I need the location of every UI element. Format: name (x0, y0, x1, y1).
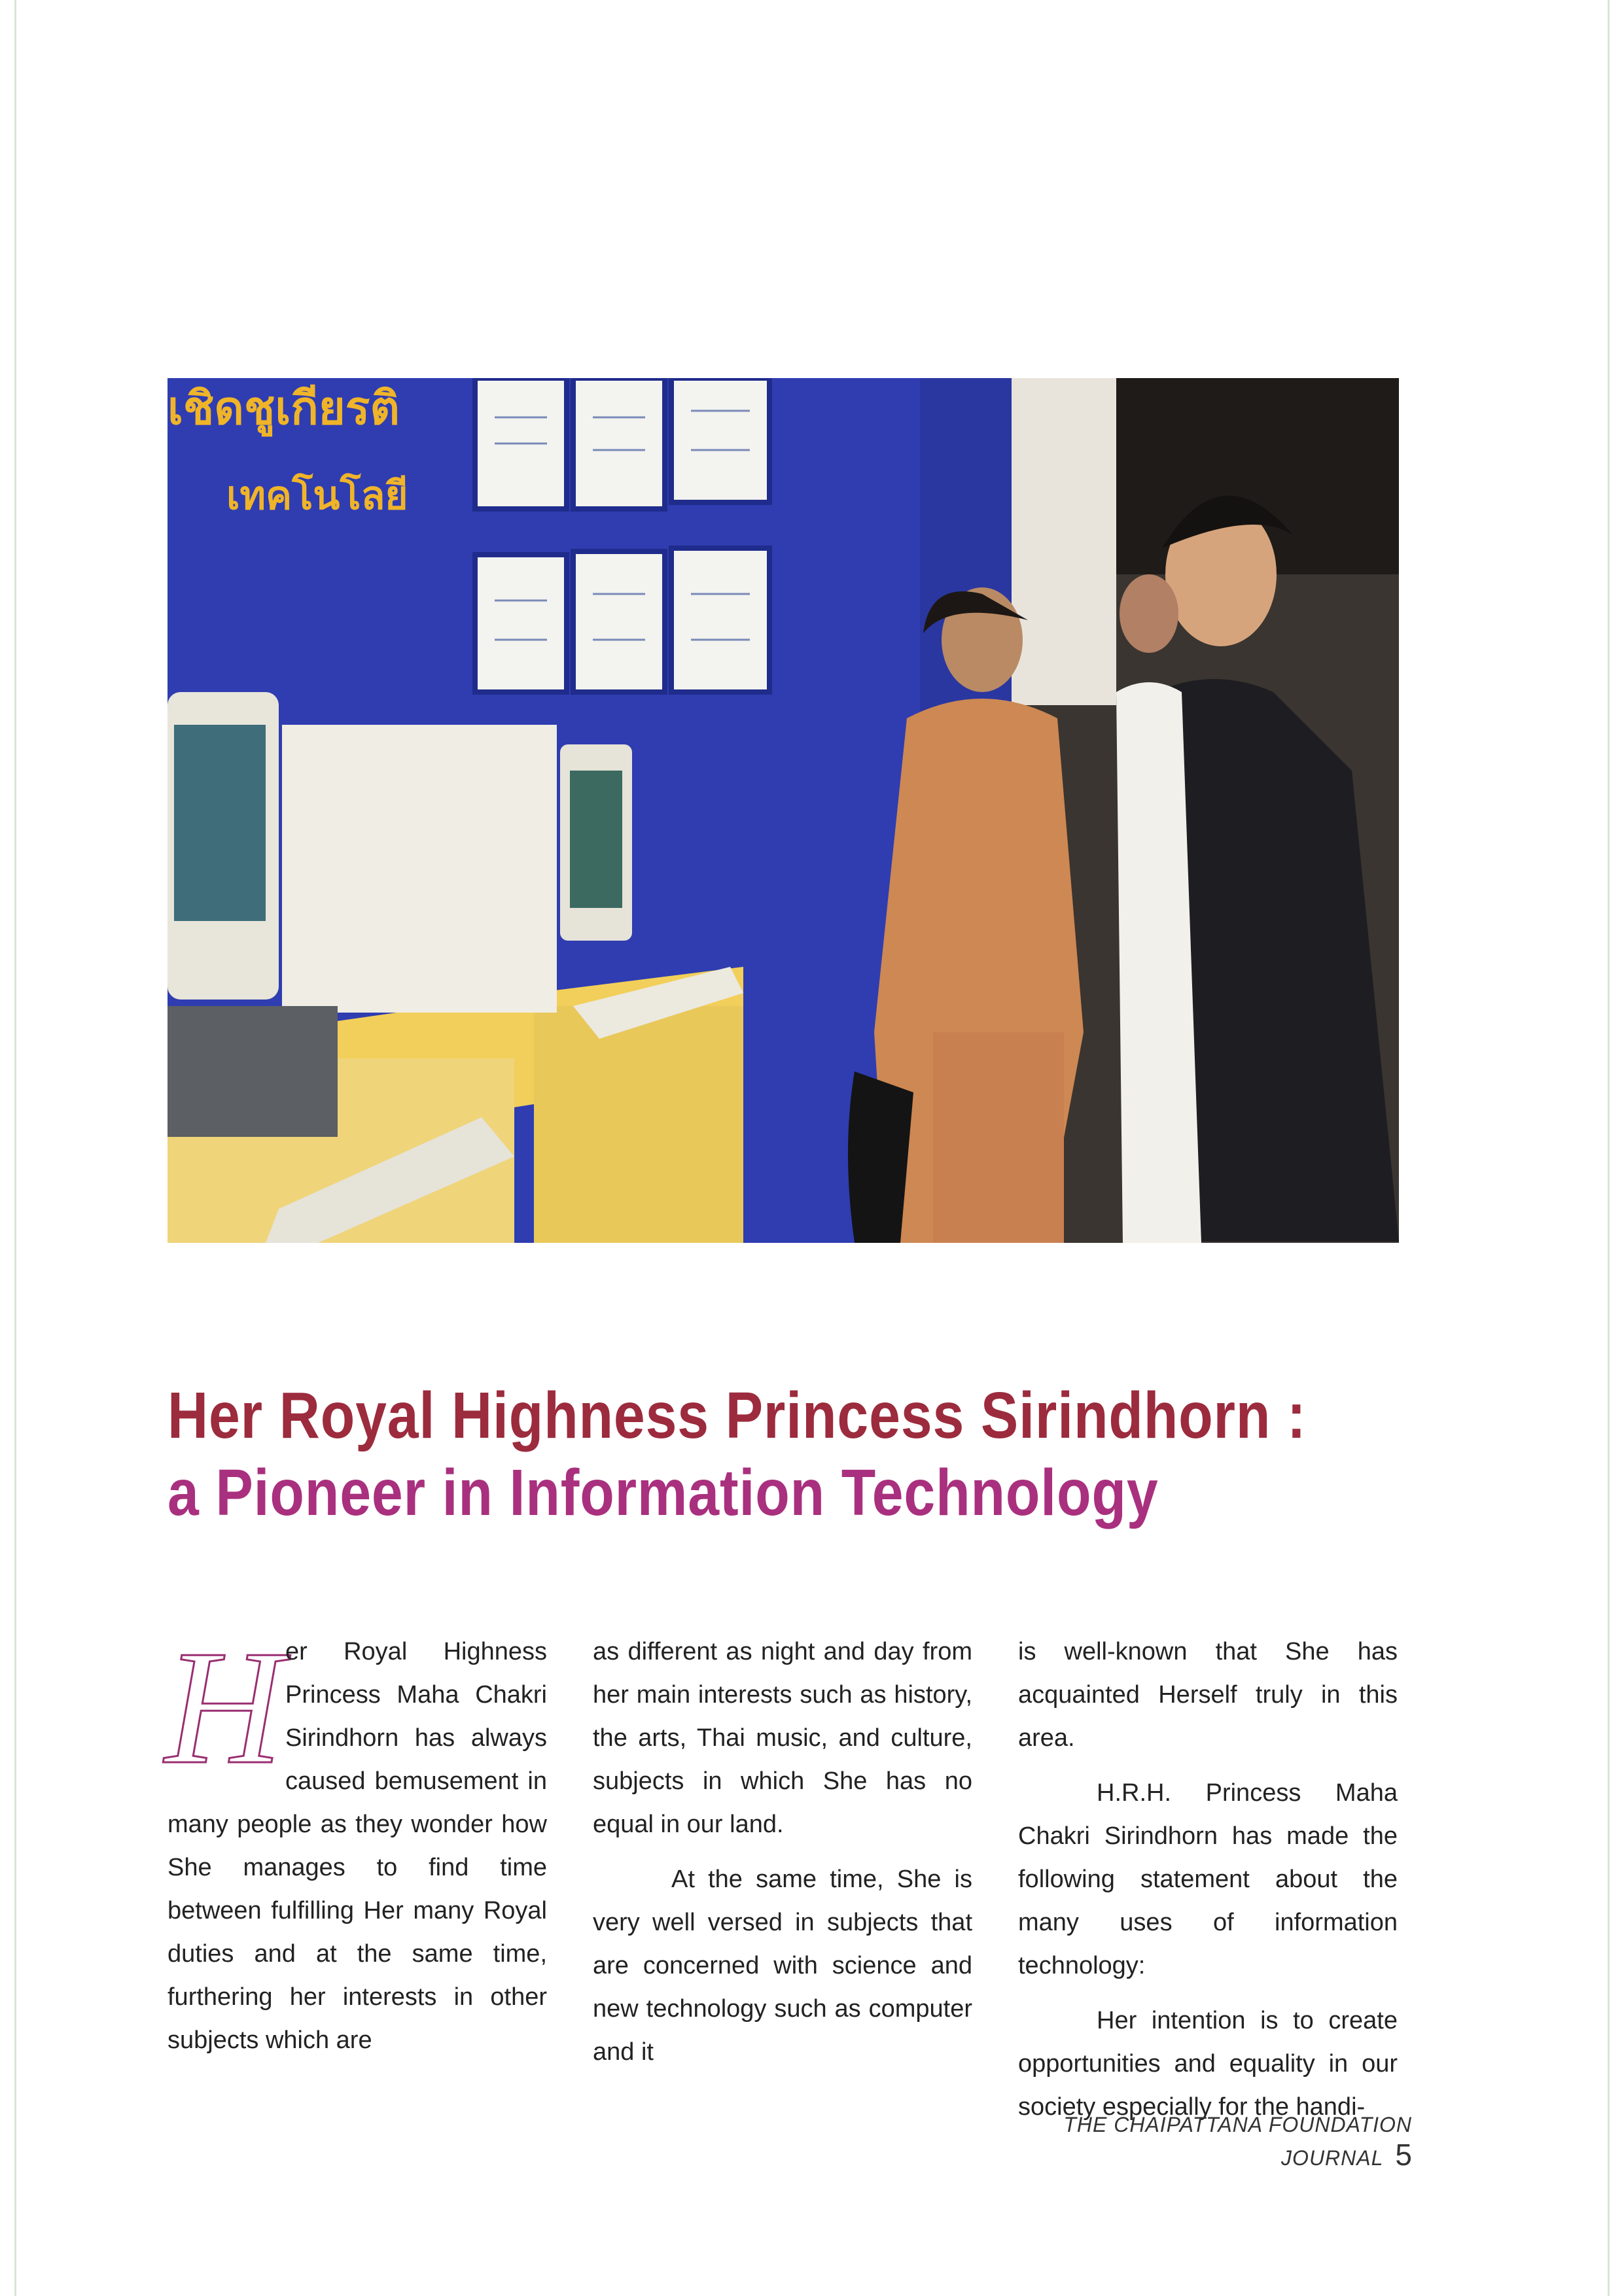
text-column-2 (593, 1630, 972, 2074)
scan-edge-left (14, 0, 16, 2296)
banner-text-1: เชิดชูเกียรติ (168, 381, 400, 435)
paragraph (165, 1617, 547, 2062)
banner-text-2: เทคโนโลยี (226, 473, 408, 519)
paragraph: At the same time, She is very well versed in subjects that are concerned with science and new technology such as computer and it (593, 1866, 972, 2066)
scan-edge-right (1608, 0, 1610, 2296)
journal-name: THE CHAIPATTANA FOUNDATION JOURNAL (1063, 2113, 1412, 2170)
page-number: 5 (1395, 2138, 1412, 2172)
text-column-3 (1018, 1630, 1398, 2129)
article-title (168, 1377, 1411, 1531)
paragraph-text: er Royal Highness Princess Maha Chakri Sirindhorn has always caused bemusement in many people as they wonder how She manages to find time between fulfilling Her many Royal duties and at the same time, furthering her interests in other subjects which are (168, 1638, 547, 2054)
drop-cap: H (165, 1617, 283, 1798)
paragraph: Her intention is to create opportunities and equality in our society especially for the handi- (1018, 2007, 1398, 2121)
title-line-2: a Pioneer in Information Technology (168, 1456, 1159, 1529)
page-footer (981, 2113, 1412, 2172)
paragraph: is well-known that She has acquainted Herself truly in this area. (1018, 1638, 1398, 1752)
text-column-1 (165, 1617, 547, 2062)
title-line-1: Her Royal Highness Princess Sirindhorn : (168, 1379, 1307, 1452)
paragraph: as different as night and day from her main interests such as history, the arts, Thai music, and culture, subjects in which She has no equal in our land. (593, 1638, 972, 1838)
article-photo (168, 378, 1399, 1243)
paragraph: H.R.H. Princess Maha Chakri Sirindhorn has made the following statement about the many uses of information technology: (1018, 1779, 1398, 1979)
